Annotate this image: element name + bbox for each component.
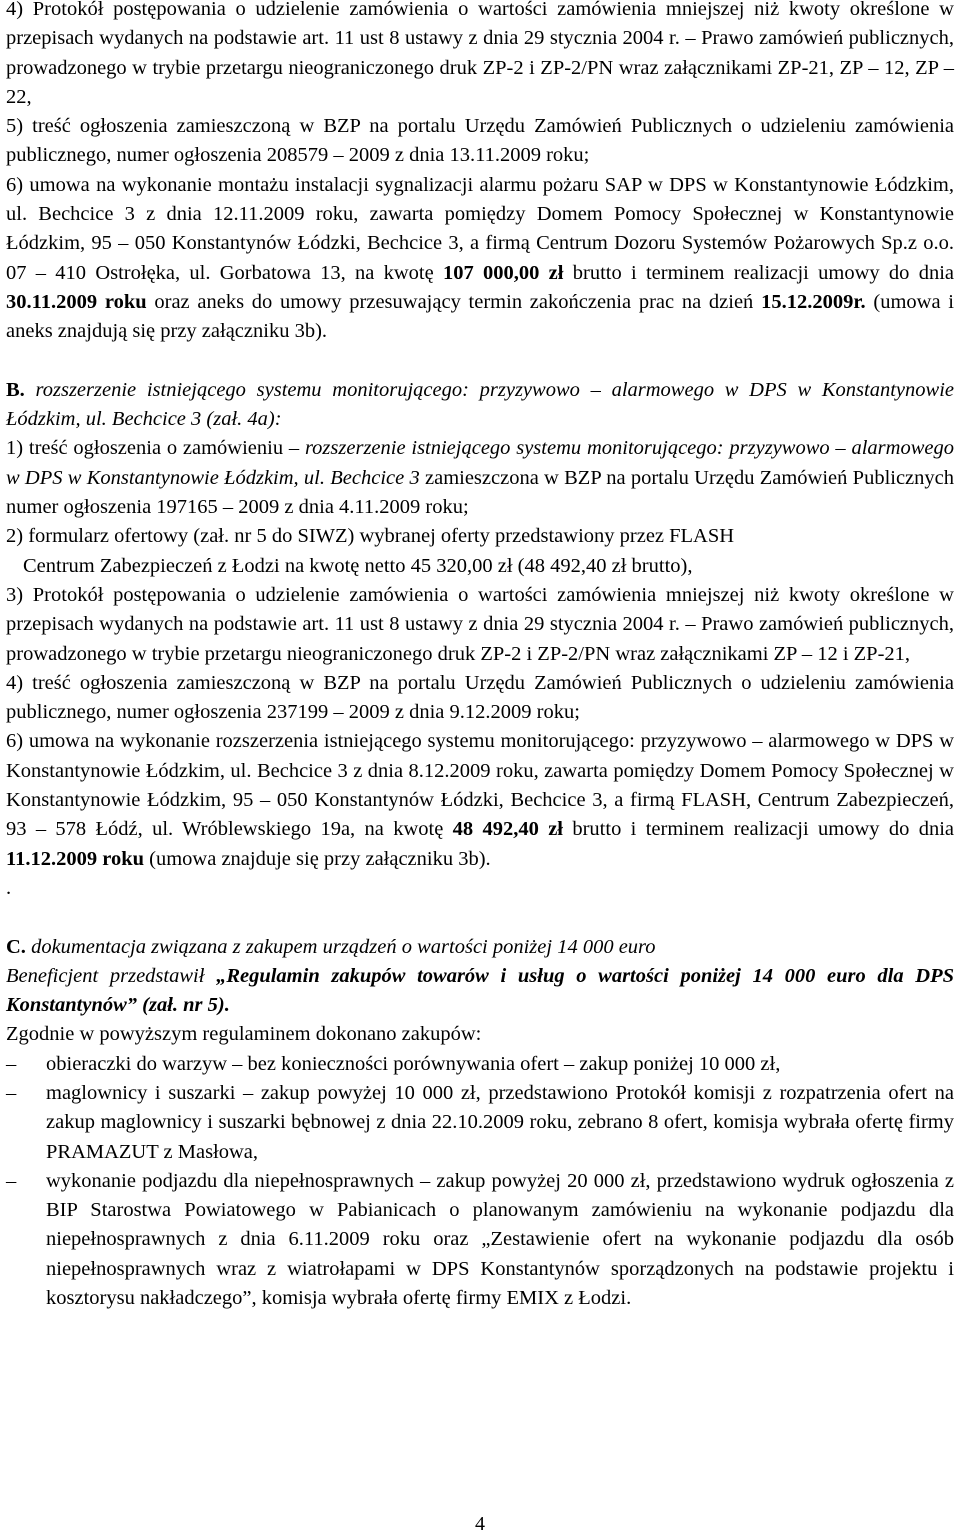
section-b-item-6-text-2: brutto i terminem realizacji umowy do dnia: [563, 818, 955, 841]
document-page: [6, 0, 954, 1313]
list-item: [6, 1167, 954, 1313]
section-a-item-6: [6, 171, 954, 347]
section-b-item-1-prefix: 1) treść ogłoszenia o zamówieniu –: [6, 437, 305, 460]
section-b-item-4: 4) treść ogłoszenia zamieszczoną w BZP na portalu Urzędu Zamówień Publicznych o udzieleniu zamówienia publicznego, numer ogłoszenia 237199 – 2009 z dnia 9.12.2009 roku;: [6, 671, 954, 724]
section-c-beneficjent: [6, 962, 954, 1021]
section-a-item-6-deadline: 30.11.2009 roku: [6, 290, 147, 313]
section-b-item-3: 3) Protokół postępowania o udzielenie zamówienia o wartości zamówienia mniejszej niż kwoty określone w przepisach wydanych na podstawie art. 11 ust 8 ustawy z dnia 29 stycznia 2004 r. – Prawo zamówień publicznych, prowadzonego w trybie przetargu nieograniczonego druk ZP-2 i ZP-2/PN wraz załącznikami ZP – 12 i ZP-21,: [6, 583, 954, 665]
section-b-item-6-text: 6) umowa na wykonanie rozszerzenia istniejącego systemu monitorującego: przyzywowo – alarmowego w DPS w Konstantynowie Łódzkim, ul. Bechcice 3 z dnia 8.12.2009 roku, zawarta pomiędzy Domem Pomocy Społecznej w Konstantynowie Łódzkim, 95 – 050 Konstantynów Łódzki, Bechcice 3, a firmą FLASH, Centrum Zabezpieczeń, 93 – 578 Łódź, ul. Wróblewskiego 19a, na kwotę: [6, 730, 954, 841]
section-c-regulation-title: „Regulamin zakupów towarów i usług o wartości poniżej 14 000 euro dla DPS Konstantynów” (zał. nr 5).: [6, 964, 954, 1017]
dash-bullet: –: [6, 1081, 17, 1104]
section-b-item-1-subject: rozszerzenie istniejącego systemu monitorującego: przyzywowo – alarmowego w DPS w Konstantynowie Łódzkim, ul. Bechcice 3: [6, 437, 954, 489]
section-c-title: dokumentacja związana z zakupem urządzeń o wartości poniżej 14 000 euro: [25, 935, 656, 958]
section-b-heading: [6, 376, 954, 435]
list-item: [6, 1079, 954, 1167]
dash-bullet: –: [6, 1169, 17, 1192]
section-b-item-1-suffix: zamieszczona w BZP na portalu Urzędu Zamówień Publicznych numer ogłoszenia 197165 – 2009 z dnia 4.11.2009 roku;: [6, 466, 955, 519]
section-b-letter: B.: [6, 378, 25, 401]
section-c-letter: C.: [6, 935, 26, 958]
section-a-item-6-amount: 107 000,00 zł: [443, 261, 564, 284]
list-item-text: obieraczki do warzyw – bez konieczności porównywania ofert – zakup poniżej 10 000 zł,: [46, 1052, 781, 1075]
stray-dot: .: [6, 876, 12, 899]
section-b-item-2: 2) formularz ofertowy (zał. nr 5 do SIWZ) wybranej oferty przedstawiony przez FLASH: [6, 525, 735, 548]
purchase-list: [6, 1050, 954, 1314]
list-item: [6, 1050, 954, 1079]
section-b-item-6-deadline: 11.12.2009 roku: [6, 847, 145, 870]
page-number: 4: [475, 1513, 485, 1535]
section-a-item-5: 5) treść ogłoszenia zamieszczoną w BZP na portalu Urzędu Zamówień Publicznych o udzieleniu zamówienia publicznego, numer ogłoszenia 208579 – 2009 z dnia 13.11.2009 roku;: [6, 115, 954, 167]
section-a-item-6-text-2: brutto i terminem realizacji umowy do dnia: [563, 261, 954, 284]
section-a-item-6-text-3: oraz aneks do umowy przesuwający termin zakończenia prac na dzień: [146, 290, 762, 313]
list-item-text: maglownicy i suszarki – zakup powyżej 10 000 zł, przedstawiono Protokół komisji z rozpatrzenia ofert na zakup maglownicy i suszarki bębnowej z dnia 22.10.2009 roku, zebrano 8 ofert, komisja wybrała ofertę firmy PRAMAZUT z Masłowa,: [46, 1081, 954, 1163]
section-b-item-2-continued: Centrum Zabezpieczeń z Łodzi na kwotę netto 45 320,00 zł (48 492,40 zł brutto),: [23, 554, 693, 577]
section-c-heading: [6, 933, 954, 962]
section-a-item-6-text-4: (umowa i aneks znajdują się przy załączniku 3b).: [6, 290, 954, 343]
section-b-title: rozszerzenie istniejącego systemu monitorującego: przyzywowo – alarmowego w DPS w Konstantynowie Łódzkim, ul. Bechcice 3 (zał. 4a):: [6, 378, 954, 431]
section-c-intro: Zgodnie w powyższym regulaminem dokonano zakupów:: [6, 1023, 482, 1046]
section-b-item-6-amount: 48 492,40 zł: [452, 818, 564, 841]
section-b-item-6-text-3: (umowa znajduje się przy załączniku 3b).: [144, 847, 491, 870]
section-a-item-4: 4) Protokół postępowania o udzielenie zamówienia o wartości zamówienia mniejszej niż kwoty określone w przepisach wydanych na podstawie art. 11 ust 8 ustawy z dnia 29 stycznia 2004 r. – Prawo zamówień publicznych, prowadzonego w trybie przetargu nieograniczonego druk ZP-2 i ZP-2/PN wraz załącznikami ZP-21, ZP – 12, ZP – 22,: [6, 0, 954, 108]
section-a-item-6-annex-date: 15.12.2009r.: [761, 290, 866, 313]
spacer: [6, 347, 954, 376]
section-b-item-6: [6, 727, 954, 873]
section-c-beneficjent-prefix: Beneficjent przedstawił: [6, 964, 217, 987]
dash-bullet: –: [6, 1052, 17, 1075]
list-item-text: wykonanie podjazdu dla niepełnosprawnych – zakup powyżej 20 000 zł, przedstawiono wydruk ogłoszenia z BIP Starostwa Powiatowego w Pabianicach o planowanym zamówieniu na wykonanie podjazdu dla niepełnosprawnych z dnia 6.11.2009 roku oraz „Zestawienie ofert na wykonanie podjazdu dla osób niepełnosprawnych wraz z wiatrołapami w DPS Konstantynów sporządzonych na podstawie projektu i kosztorysu nakładczego”, komisja wybrała ofertę firmy EMIX z Łodzi.: [46, 1169, 954, 1310]
spacer: [6, 903, 954, 932]
section-a-item-6-text: 6) umowa na wykonanie montażu instalacji sygnalizacji alarmu pożaru SAP w DPS w Konstantynowie Łódzkim, ul. Bechcice 3 z dnia 12.11.2009 roku, zawarta pomiędzy Domem Pomocy Społecznej w Konstantynowie Łódzkim, 95 – 050 Konstantynów Łódzki, Bechcice 3, a firmą Centrum Dozoru Systemów Pożarowych Sp.z o.o. 07 – 410 Ostrołęka, ul. Gorbatowa 13, na kwotę: [6, 173, 954, 284]
section-b-item-1: [6, 434, 954, 522]
